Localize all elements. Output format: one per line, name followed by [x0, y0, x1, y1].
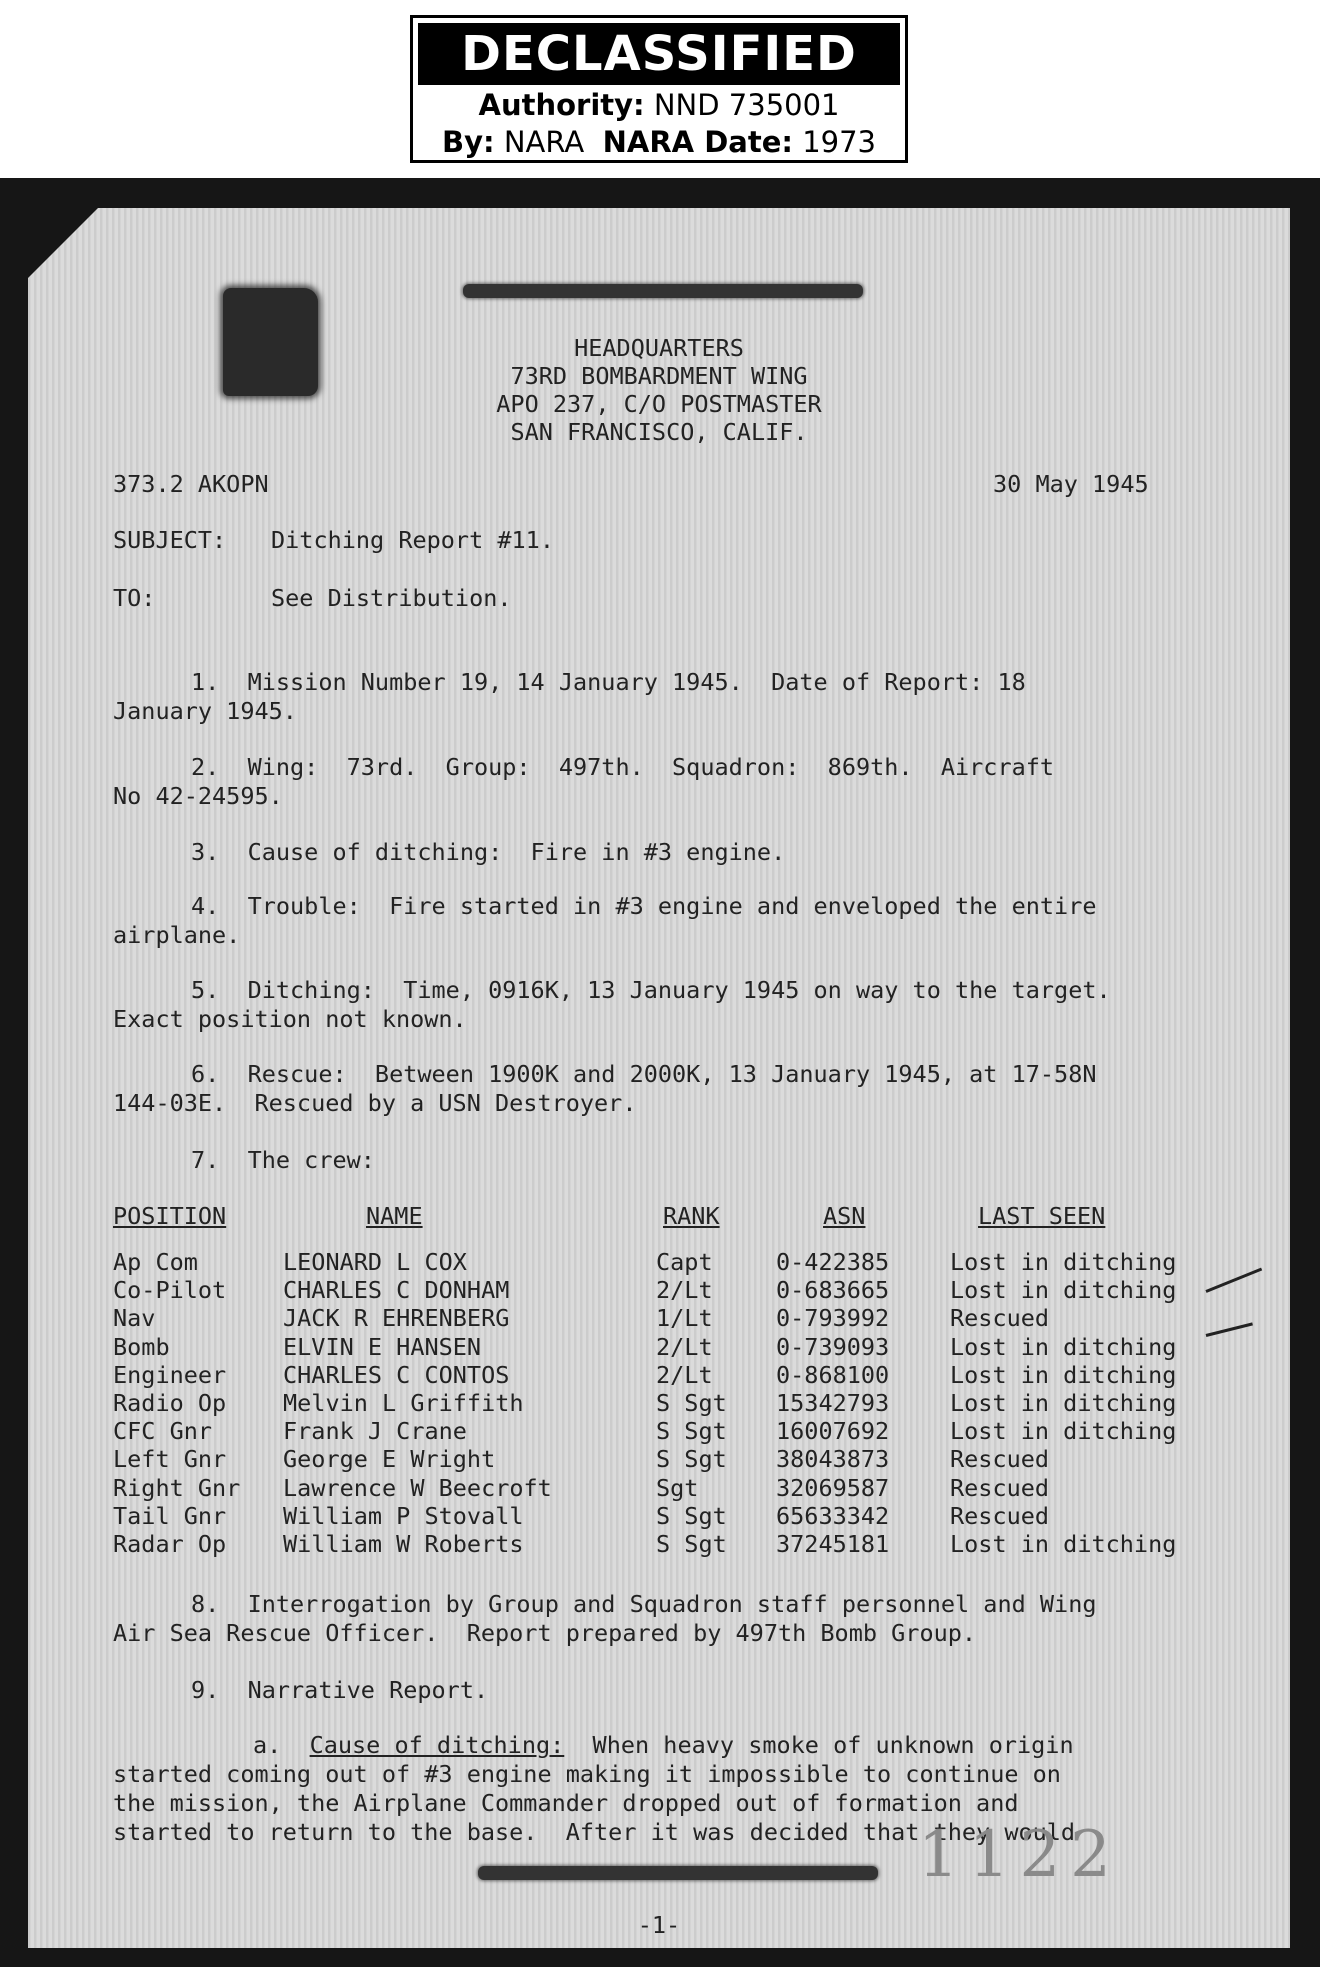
crew-last-seen: Lost in ditching: [950, 1530, 1177, 1558]
crew-name: CHARLES C CONTOS: [283, 1360, 510, 1389]
paragraph-6-line-1: 6. Rescue: Between 1900K and 2000K, 13 January 1945, at 17-58N: [191, 1060, 1097, 1088]
crew-asn: 16007692: [776, 1417, 890, 1446]
crew-asn: 32069587: [776, 1473, 890, 1502]
paragraph-1-line-2: January 1945.: [113, 697, 297, 725]
table-row: [28, 1474, 1290, 1502]
stamp-authority: Authority: NND 735001: [478, 88, 840, 122]
scanned-document: [0, 178, 1320, 1967]
crew-name: William W Roberts: [283, 1530, 524, 1558]
crew-position: Tail Gnr: [113, 1501, 227, 1530]
crew-position: Right Gnr: [113, 1473, 241, 1502]
crew-last-seen: Lost in ditching: [950, 1360, 1177, 1389]
crew-last-seen: Rescued: [950, 1304, 1050, 1333]
to-label: TO:: [113, 584, 156, 612]
crew-name: JACK R EHRENBERG: [283, 1304, 510, 1333]
crew-rank: S Sgt: [656, 1501, 727, 1530]
crew-rank: Sgt: [656, 1473, 699, 1502]
table-row: [28, 1389, 1290, 1417]
paragraph-5-line-1: 5. Ditching: Time, 0916K, 13 January 1945 on way to the target.: [191, 976, 1111, 1004]
handwritten-number: 1122: [918, 1818, 1121, 1892]
table-row: [28, 1502, 1290, 1530]
stamp-title: DECLASSIFIED: [418, 23, 900, 85]
crew-name: William P Stovall: [283, 1501, 524, 1530]
header-asn: ASN: [823, 1202, 866, 1230]
crew-asn: 0-422385: [776, 1248, 890, 1276]
crew-rank: 2/Lt: [656, 1276, 713, 1305]
paragraph-3: 3. Cause of ditching: Fire in #3 engine.: [191, 838, 786, 866]
table-row: [28, 1304, 1290, 1332]
crew-rank: 1/Lt: [656, 1304, 713, 1333]
table-row: [28, 1248, 1290, 1276]
crew-rank: 2/Lt: [656, 1332, 713, 1361]
crew-last-seen: Rescued: [950, 1445, 1050, 1474]
paragraph-4-line-2: airplane.: [113, 921, 241, 949]
crew-position: Left Gnr: [113, 1445, 227, 1474]
crew-position: CFC Gnr: [113, 1417, 213, 1446]
subject-label: SUBJECT:: [113, 526, 227, 554]
crew-last-seen: Rescued: [950, 1501, 1050, 1530]
paragraph-9: 9. Narrative Report.: [191, 1676, 489, 1704]
header-last-seen: LAST SEEN: [978, 1202, 1106, 1230]
crew-last-seen: Lost in ditching: [950, 1248, 1177, 1276]
cause-heading: Cause of ditching:: [309, 1731, 565, 1759]
crew-name: Lawrence W Beecroft: [283, 1473, 552, 1502]
crew-last-seen: Lost in ditching: [950, 1276, 1177, 1305]
table-row: [28, 1276, 1290, 1304]
crew-last-seen: Rescued: [950, 1473, 1050, 1502]
crew-name: Frank J Crane: [283, 1417, 467, 1446]
letterhead-line-1: HEADQUARTERS: [574, 334, 744, 362]
paragraph-a-line-4: started to return to the base. After it was decided that they would: [113, 1818, 1076, 1846]
paragraph-a-line-1: a. Cause of ditching: When heavy smoke of unknown origin: [253, 1731, 1074, 1759]
paragraph-2-line-1: 2. Wing: 73rd. Group: 497th. Squadron: 869th. Aircraft: [191, 753, 1055, 781]
crew-position: Radar Op: [113, 1530, 227, 1558]
crew-position: Nav: [113, 1304, 156, 1333]
paragraph-7: 7. The crew:: [191, 1146, 375, 1174]
table-row: [28, 1333, 1290, 1361]
header-position: POSITION: [113, 1202, 227, 1230]
crew-name: LEONARD L COX: [283, 1248, 467, 1276]
crew-asn: 0-739093: [776, 1332, 890, 1361]
crew-position: Co-Pilot: [113, 1276, 227, 1305]
crew-asn: 65633342: [776, 1501, 890, 1530]
paragraph-a-line-3: the mission, the Airplane Commander dropped out of formation and: [113, 1789, 1019, 1817]
crew-name: Melvin L Griffith: [283, 1389, 524, 1417]
crew-position: Radio Op: [113, 1389, 227, 1417]
table-row: [28, 1530, 1290, 1558]
crew-position: Ap Com: [113, 1248, 198, 1276]
paragraph-2-line-2: No 42-24595.: [113, 782, 283, 810]
letterhead-line-4: SAN FRANCISCO, CALIF.: [510, 418, 808, 446]
paragraph-6-line-2: 144-03E. Rescued by a USN Destroyer.: [113, 1089, 637, 1117]
crew-name: George E Wright: [283, 1445, 496, 1474]
crew-rank: S Sgt: [656, 1389, 727, 1417]
paragraph-a-line-2: started coming out of #3 engine making it impossible to continue on: [113, 1760, 1061, 1788]
crew-table-header: [28, 1202, 1290, 1230]
paragraph-4-line-1: 4. Trouble: Fire started in #3 engine and enveloped the entire: [191, 892, 1097, 920]
subject-text: Ditching Report #11.: [271, 526, 554, 554]
folded-corner: [28, 208, 98, 278]
header-rank: RANK: [663, 1202, 720, 1230]
document-date: 30 May 1945: [993, 470, 1149, 498]
letterhead-line-2: 73RD BOMBARDMENT WING: [510, 362, 808, 390]
paragraph-1-line-1: 1. Mission Number 19, 14 January 1945. Date of Report: 18: [191, 668, 1026, 696]
table-row: [28, 1445, 1290, 1473]
crew-rank: 2/Lt: [656, 1360, 713, 1389]
table-row: [28, 1361, 1290, 1389]
crew-position: Bomb: [113, 1332, 170, 1361]
page-number: -1-: [637, 1911, 681, 1939]
crew-last-seen: Lost in ditching: [950, 1389, 1177, 1417]
crew-asn: 0-868100: [776, 1360, 890, 1389]
crew-last-seen: Lost in ditching: [950, 1332, 1177, 1361]
crew-rank: S Sgt: [656, 1530, 727, 1558]
letterhead-line-3: APO 237, C/O POSTMASTER: [496, 390, 822, 418]
crew-asn: 38043873: [776, 1445, 890, 1474]
crew-position: Engineer: [113, 1360, 227, 1389]
crew-rank: S Sgt: [656, 1417, 727, 1446]
paragraph-8-line-2: Air Sea Rescue Officer. Report prepared by 497th Bomb Group.: [113, 1619, 977, 1647]
table-row: [28, 1417, 1290, 1445]
crew-name: ELVIN E HANSEN: [283, 1332, 482, 1361]
paragraph-8-line-1: 8. Interrogation by Group and Squadron staff personnel and Wing: [191, 1590, 1097, 1618]
crew-name: CHARLES C DONHAM: [283, 1276, 510, 1305]
crew-asn: 15342793: [776, 1389, 890, 1417]
to-text: See Distribution.: [271, 584, 512, 612]
crew-asn: 0-683665: [776, 1276, 890, 1305]
paragraph-5-line-2: Exact position not known.: [113, 1005, 467, 1033]
crew-asn: 37245181: [776, 1530, 890, 1558]
crew-rank: S Sgt: [656, 1445, 727, 1474]
header-name: NAME: [366, 1202, 423, 1230]
crew-asn: 0-793992: [776, 1304, 890, 1333]
redacted-classification-bottom: [478, 1866, 878, 1880]
redacted-classification-top: [463, 284, 863, 298]
file-reference: 373.2 AKOPN: [113, 470, 269, 498]
stamp-by-date: By: NARA NARA Date: 1973: [441, 125, 876, 159]
crew-rank: Capt: [656, 1248, 713, 1276]
declassified-stamp: [410, 15, 908, 163]
crew-last-seen: Lost in ditching: [950, 1417, 1177, 1446]
document-page: [28, 208, 1290, 1948]
